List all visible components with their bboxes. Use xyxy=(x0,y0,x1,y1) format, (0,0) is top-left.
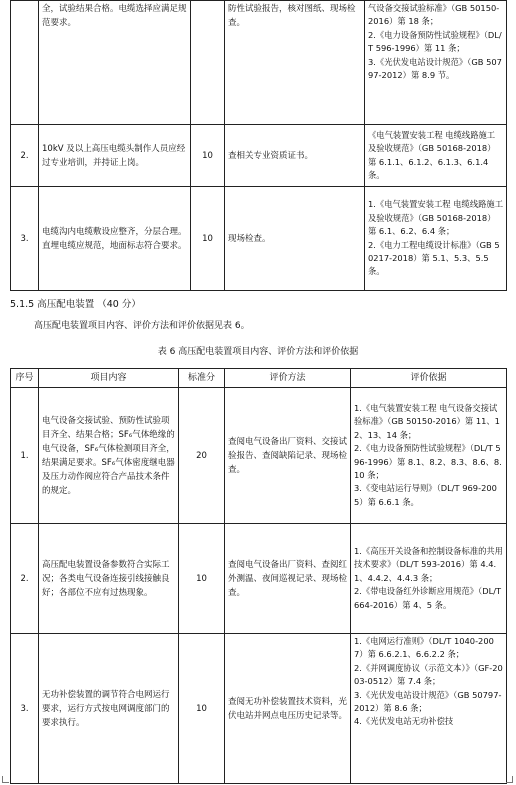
header-method: 评价方法 xyxy=(225,369,351,388)
evaluation-method: 查相关专业资质证书。 xyxy=(225,125,365,187)
row-number xyxy=(11,1,39,125)
evaluation-basis xyxy=(351,388,507,524)
table-row xyxy=(11,1,507,125)
basis-line: 1.《电气装置安装工程 电气设备交接试验标准》（GB 50150-2016）第 11、12、13、14 条； xyxy=(354,402,500,440)
basis-line: 2.《电力设备预防性试验规程》（DL/T 596-1996）第 11 条； xyxy=(368,29,502,54)
header-basis: 评价依据 xyxy=(351,369,507,388)
basis-line: 1.《电气装置安装工程 电缆线路施工及验收规范》（GB 50168-2018）第 6.1、6.2、6.4 条； xyxy=(368,199,504,237)
basis-line: 4.《光伏发电站无功补偿技 xyxy=(354,716,454,727)
basis-line: 2.《带电设备红外诊断应用规范》（DL/T 664-2016）第 4、5 条。 xyxy=(354,586,502,610)
header-item: 项目内容 xyxy=(39,369,179,388)
evaluation-basis xyxy=(365,125,507,187)
table-row xyxy=(11,388,507,524)
evaluation-basis xyxy=(351,634,507,784)
evaluation-method: 现场检查。 xyxy=(225,187,365,291)
table-caption: 表 6 高压配电装置项目内容、评价方法和评价依据 xyxy=(157,347,359,357)
basis-line: 2.《电力设备预防性试验规程》（DL/T 596-1996）第 8.1、8.2、8.3、8.6、8.10 条； xyxy=(354,443,502,480)
table-row xyxy=(11,634,507,784)
item-content: 全，试验结果合格。电缆选择应满足规范要求。 xyxy=(39,1,191,125)
evaluation-basis xyxy=(365,1,507,125)
row-number: 3. xyxy=(11,187,39,291)
basis-line: 1.《高压开关设备和控制设备标准的共用技术要求》（DL/T 593-2016）第 4.4.1、4.4.2、4.4.3 条； xyxy=(354,545,503,583)
basis-line: 2.《并网调度协议（示范文本）》（GF-2003-0512）第 7.4 条； xyxy=(354,662,503,687)
row-number: 2. xyxy=(11,524,39,634)
item-content: 高压配电装置设备参数符合实际工况；各类电气设备连接引线接触良好；各部位不应有过热现象。 xyxy=(39,524,179,634)
evaluation-basis xyxy=(351,524,507,634)
basis-line: 1.《电网运行准则》（DL/T 1040-2007）第 6.6.2.1、6.6.2.2 条； xyxy=(354,636,494,660)
section-heading: 5.1.5 高压配电装置 （40 分） xyxy=(10,299,141,310)
row-number: 1. xyxy=(11,388,39,524)
header-no: 序号 xyxy=(11,369,39,388)
basis-line: 《电气装置安装工程 电缆线路施工及验收规范》（GB 50168-2018）第 6.1.1、6.1.2、6.1.3、6.1.4 条。 xyxy=(368,129,496,180)
item-content: 电缆沟内电缆敷设应整齐，分层合理。直埋电缆应规范，地面标志符合要求。 xyxy=(39,187,191,291)
basis-line: 2.《电力工程电缆设计标准》（GB 50217-2018）第 5.1、5.3、5.5 条。 xyxy=(368,239,500,277)
standard-score: 10 xyxy=(191,187,225,291)
basis-line: 气设备交接试验标准》（GB 50150-2016）第 18 条； xyxy=(368,3,500,27)
evaluation-method: 查阅无功补偿装置技术资料，光伏电站并网点电压历史记录等。 xyxy=(225,634,351,784)
standard-score: 20 xyxy=(179,388,225,524)
evaluation-method: 查阅电气设备出厂资料、交接试验报告、查阅缺陷记录、现场检查。 xyxy=(225,388,351,524)
evaluation-method: 防性试验报告，核对图纸、现场检查。 xyxy=(225,1,365,125)
table-row xyxy=(11,524,507,634)
item-content: 无功补偿装置的调节符合电网运行要求，运行方式按电网调度部门的要求执行。 xyxy=(39,634,179,784)
table-6 xyxy=(10,368,507,784)
page-corner-mark xyxy=(506,776,513,783)
header-score: 标准分 xyxy=(179,369,225,388)
table-row xyxy=(11,125,507,187)
basis-line: 3.《变电站运行导则》（DL/T 969-2005）第 6.6.1 条。 xyxy=(354,483,497,507)
standard-score: 10 xyxy=(179,524,225,634)
table-row xyxy=(11,187,507,291)
standard-score: 10 xyxy=(191,125,225,187)
row-number: 2. xyxy=(11,125,39,187)
row-number: 3. xyxy=(11,634,39,784)
item-content: 10kV 及以上高压电缆头制作人员应经过专业培训，并持证上岗。 xyxy=(39,125,191,187)
standard-score: 10 xyxy=(179,634,225,784)
evaluation-basis xyxy=(365,187,507,291)
page-corner-mark xyxy=(2,776,9,783)
basis-line: 3.《光伏发电站设计规范》（GB 50797-2012）第 8.9 节。 xyxy=(368,56,502,81)
standard-score xyxy=(191,1,225,125)
evaluation-method: 查阅电气设备出厂资料、查阅红外测温、夜间巡视记录、现场检查。 xyxy=(225,524,351,634)
basis-line: 3.《光伏发电站设计规范》（GB 50797-2012）第 8.6 条； xyxy=(354,689,502,714)
table-5-continued xyxy=(10,0,507,291)
item-content: 电气设备交接试验、预防性试验项目齐全、结果合格；SF₆气体绝缘的电气设备，SF₆气体检测项目齐全，结果满足要求。SF₆气体密度继电器及压力动作阀应符合产品技术条件的规定。 xyxy=(39,388,179,524)
table-header-row xyxy=(11,369,507,388)
intro-paragraph: 高压配电装置项目内容、评价方法和评价依据见表 6。 xyxy=(34,321,250,331)
